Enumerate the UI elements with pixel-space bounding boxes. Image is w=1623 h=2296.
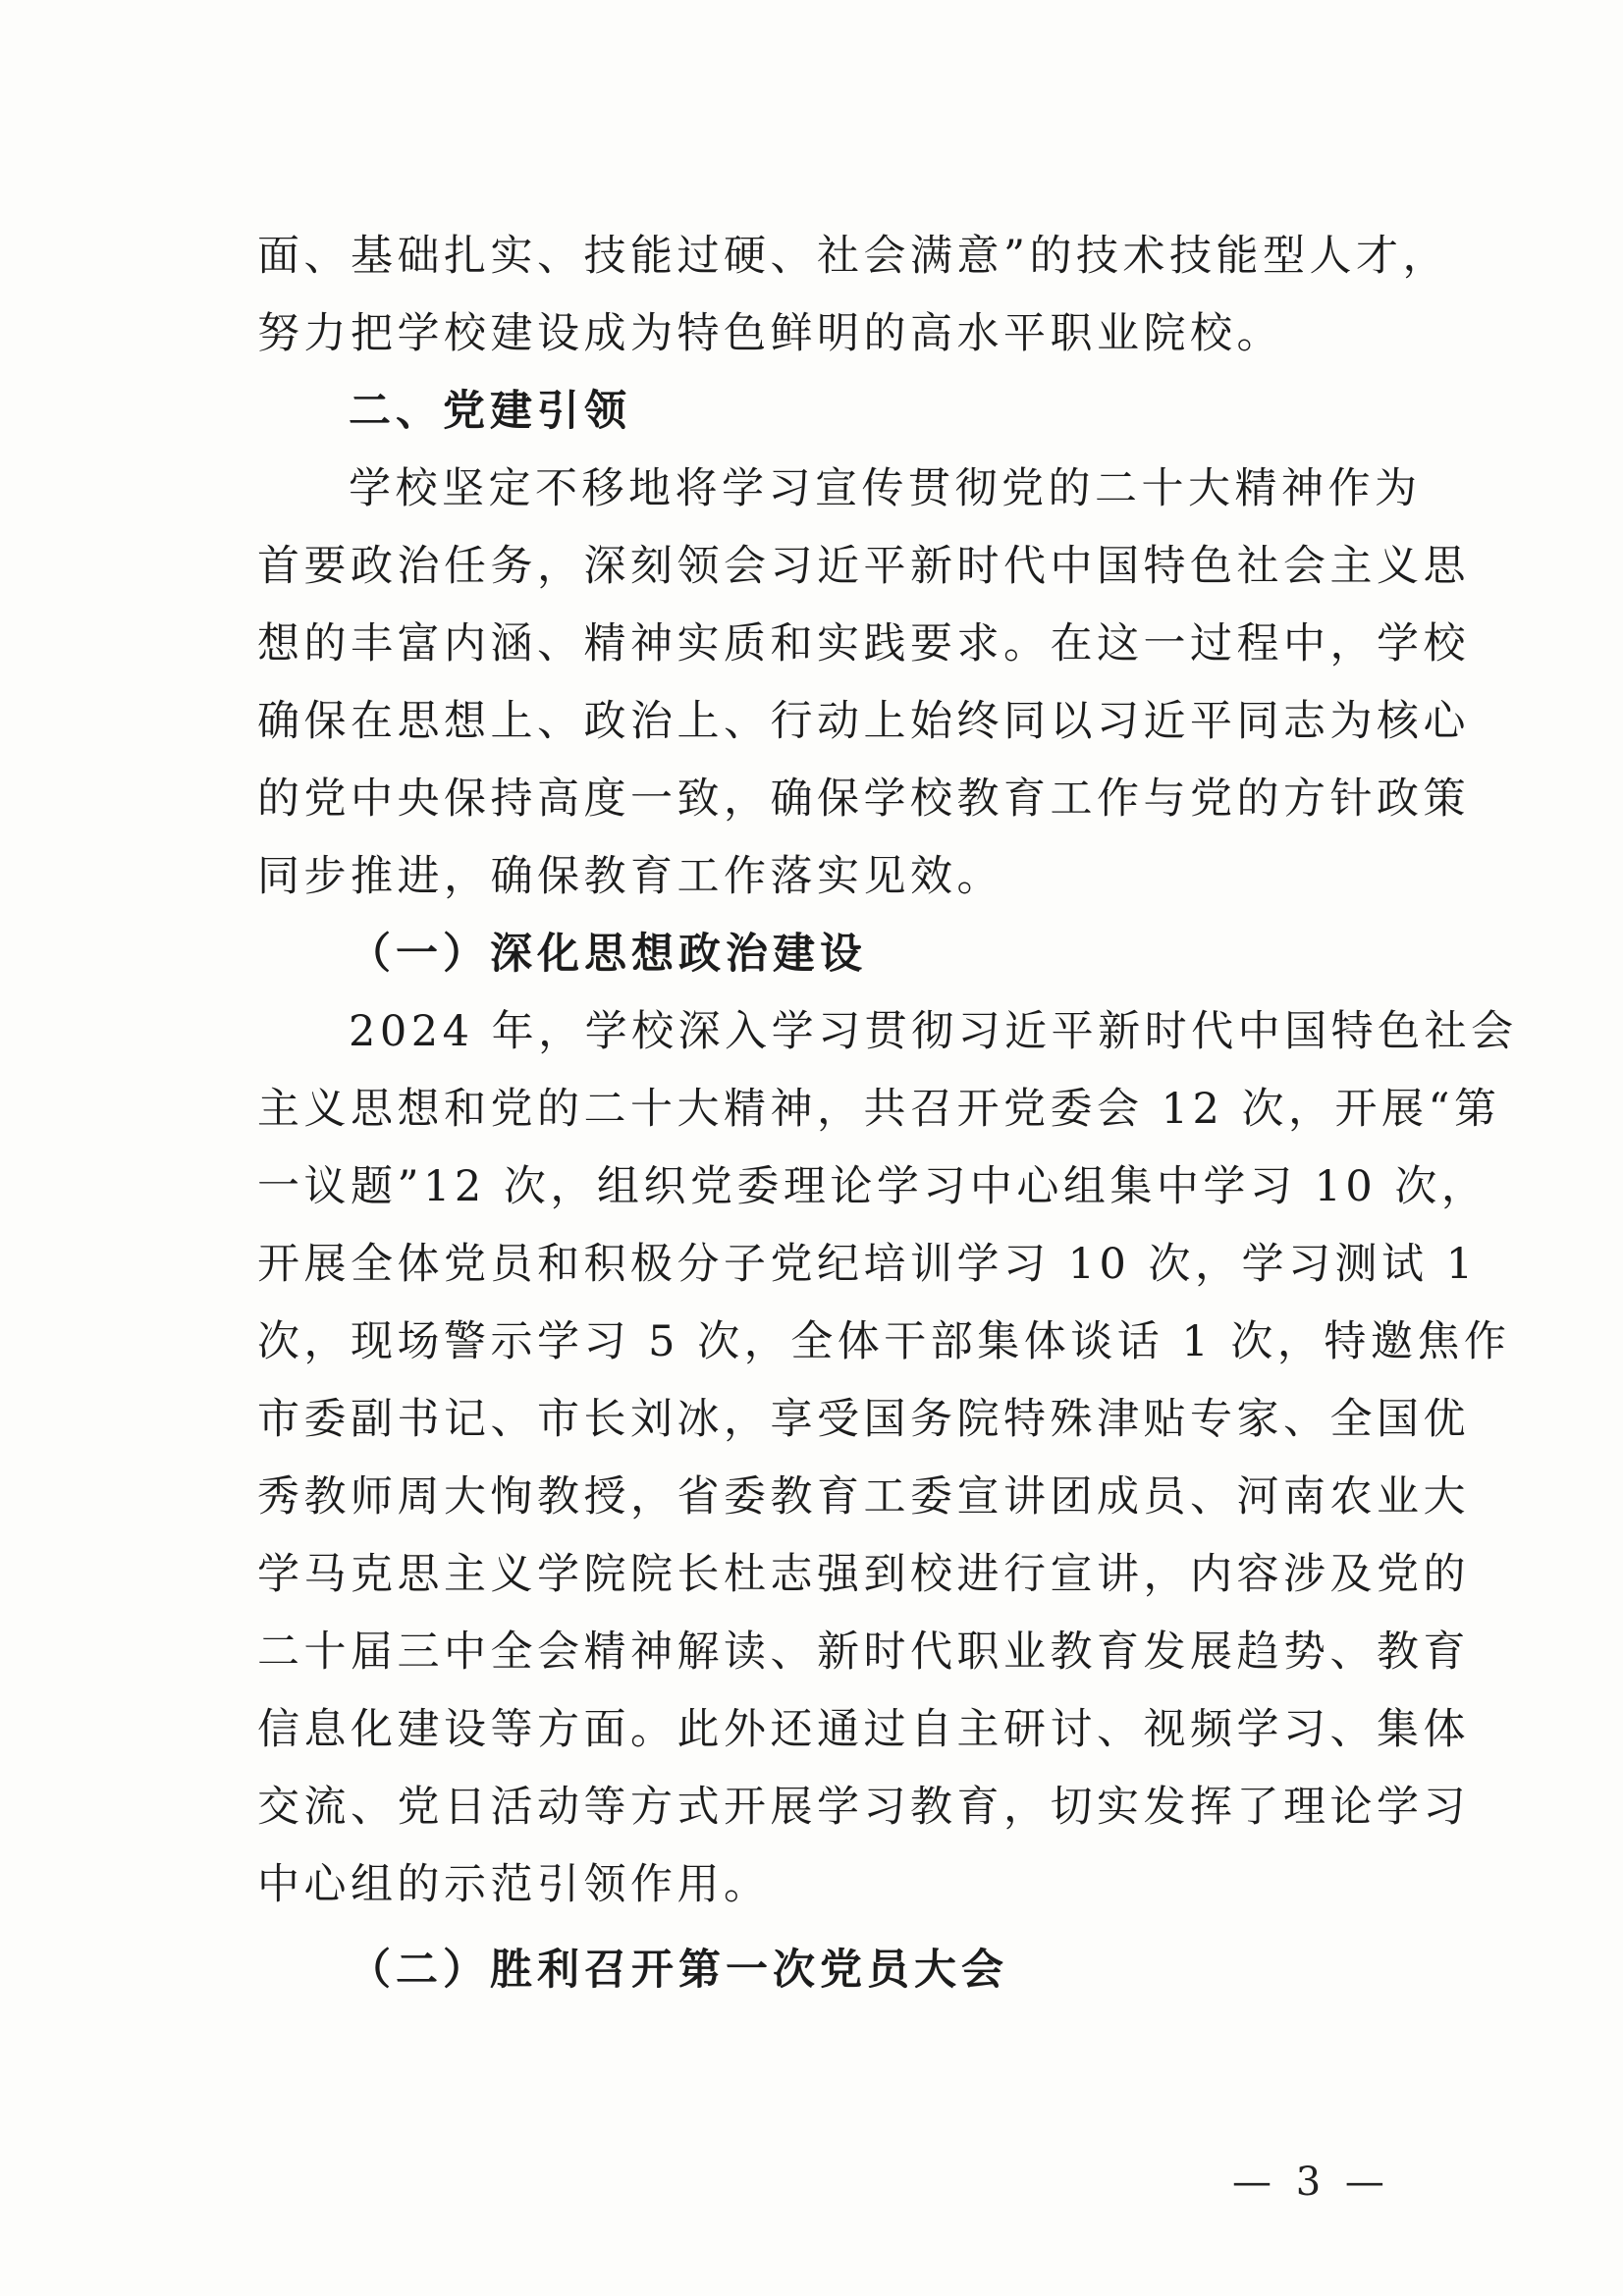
body-line: 首要政治任务，深刻领会习近平新时代中国特色社会主义思 — [257, 542, 1470, 591]
body-line: 二十届三中全会精神解读、新时代职业教育发展趋势、教育 — [257, 1628, 1470, 1677]
paragraph-start-line: 2024 年，学校深入学习贯彻习近平新时代中国特色社会 — [349, 1007, 1518, 1056]
body-line: 次，现场警示学习 5 次，全体干部集体谈话 1 次，特邀焦作 — [257, 1317, 1511, 1366]
section-heading: 二、党建引领 — [349, 387, 631, 436]
body-line: 中心组的示范引领作用。 — [257, 1860, 771, 1909]
body-line: 的党中央保持高度一致，确保学校教育工作与党的方针政策 — [257, 774, 1470, 824]
body-line: 面、基础扎实、技能过硬、社会满意”的技术技能型人才， — [257, 232, 1449, 281]
body-line: 学马克思主义学院院长杜志强到校进行宣讲，内容涉及党的 — [257, 1550, 1470, 1599]
document-body — [257, 218, 1518, 2009]
subsection-heading: （二）胜利召开第一次党员大会 — [349, 1946, 1008, 1995]
body-line: 同步推进，确保教育工作落实见效。 — [257, 852, 1003, 901]
page-number: — 3 — — [1232, 2160, 1390, 2205]
body-line: 信息化建设等方面。此外还通过自主研讨、视频学习、集体 — [257, 1705, 1470, 1754]
paragraph-start-line: 学校坚定不移地将学习宣传贯彻党的二十大精神作为 — [349, 464, 1422, 513]
body-line: 想的丰富内涵、精神实质和实践要求。在这一过程中，学校 — [257, 619, 1470, 668]
body-line: 确保在思想上、政治上、行动上始终同以习近平同志为核心 — [257, 697, 1470, 746]
body-line: 主义思想和党的二十大精神，共召开党委会 12 次，开展“第 — [257, 1085, 1501, 1134]
subsection-heading: （一）深化思想政治建设 — [349, 930, 867, 979]
body-line: 一议题”12 次，组织党委理论学习中心组集中学习 10 次， — [257, 1162, 1488, 1211]
body-line: 秀教师周大恂教授，省委教育工委宣讲团成员、河南农业大 — [257, 1472, 1470, 1522]
body-line: 开展全体党员和积极分子党纪培训学习 10 次，学习测试 1 — [257, 1240, 1478, 1289]
body-line: 市委副书记、市长刘冰，享受国务院特殊津贴专家、全国优 — [257, 1395, 1470, 1444]
body-line: 交流、党日活动等方式开展学习教育，切实发挥了理论学习 — [257, 1783, 1470, 1832]
body-line: 努力把学校建设成为特色鲜明的高水平职业院校。 — [257, 309, 1283, 358]
